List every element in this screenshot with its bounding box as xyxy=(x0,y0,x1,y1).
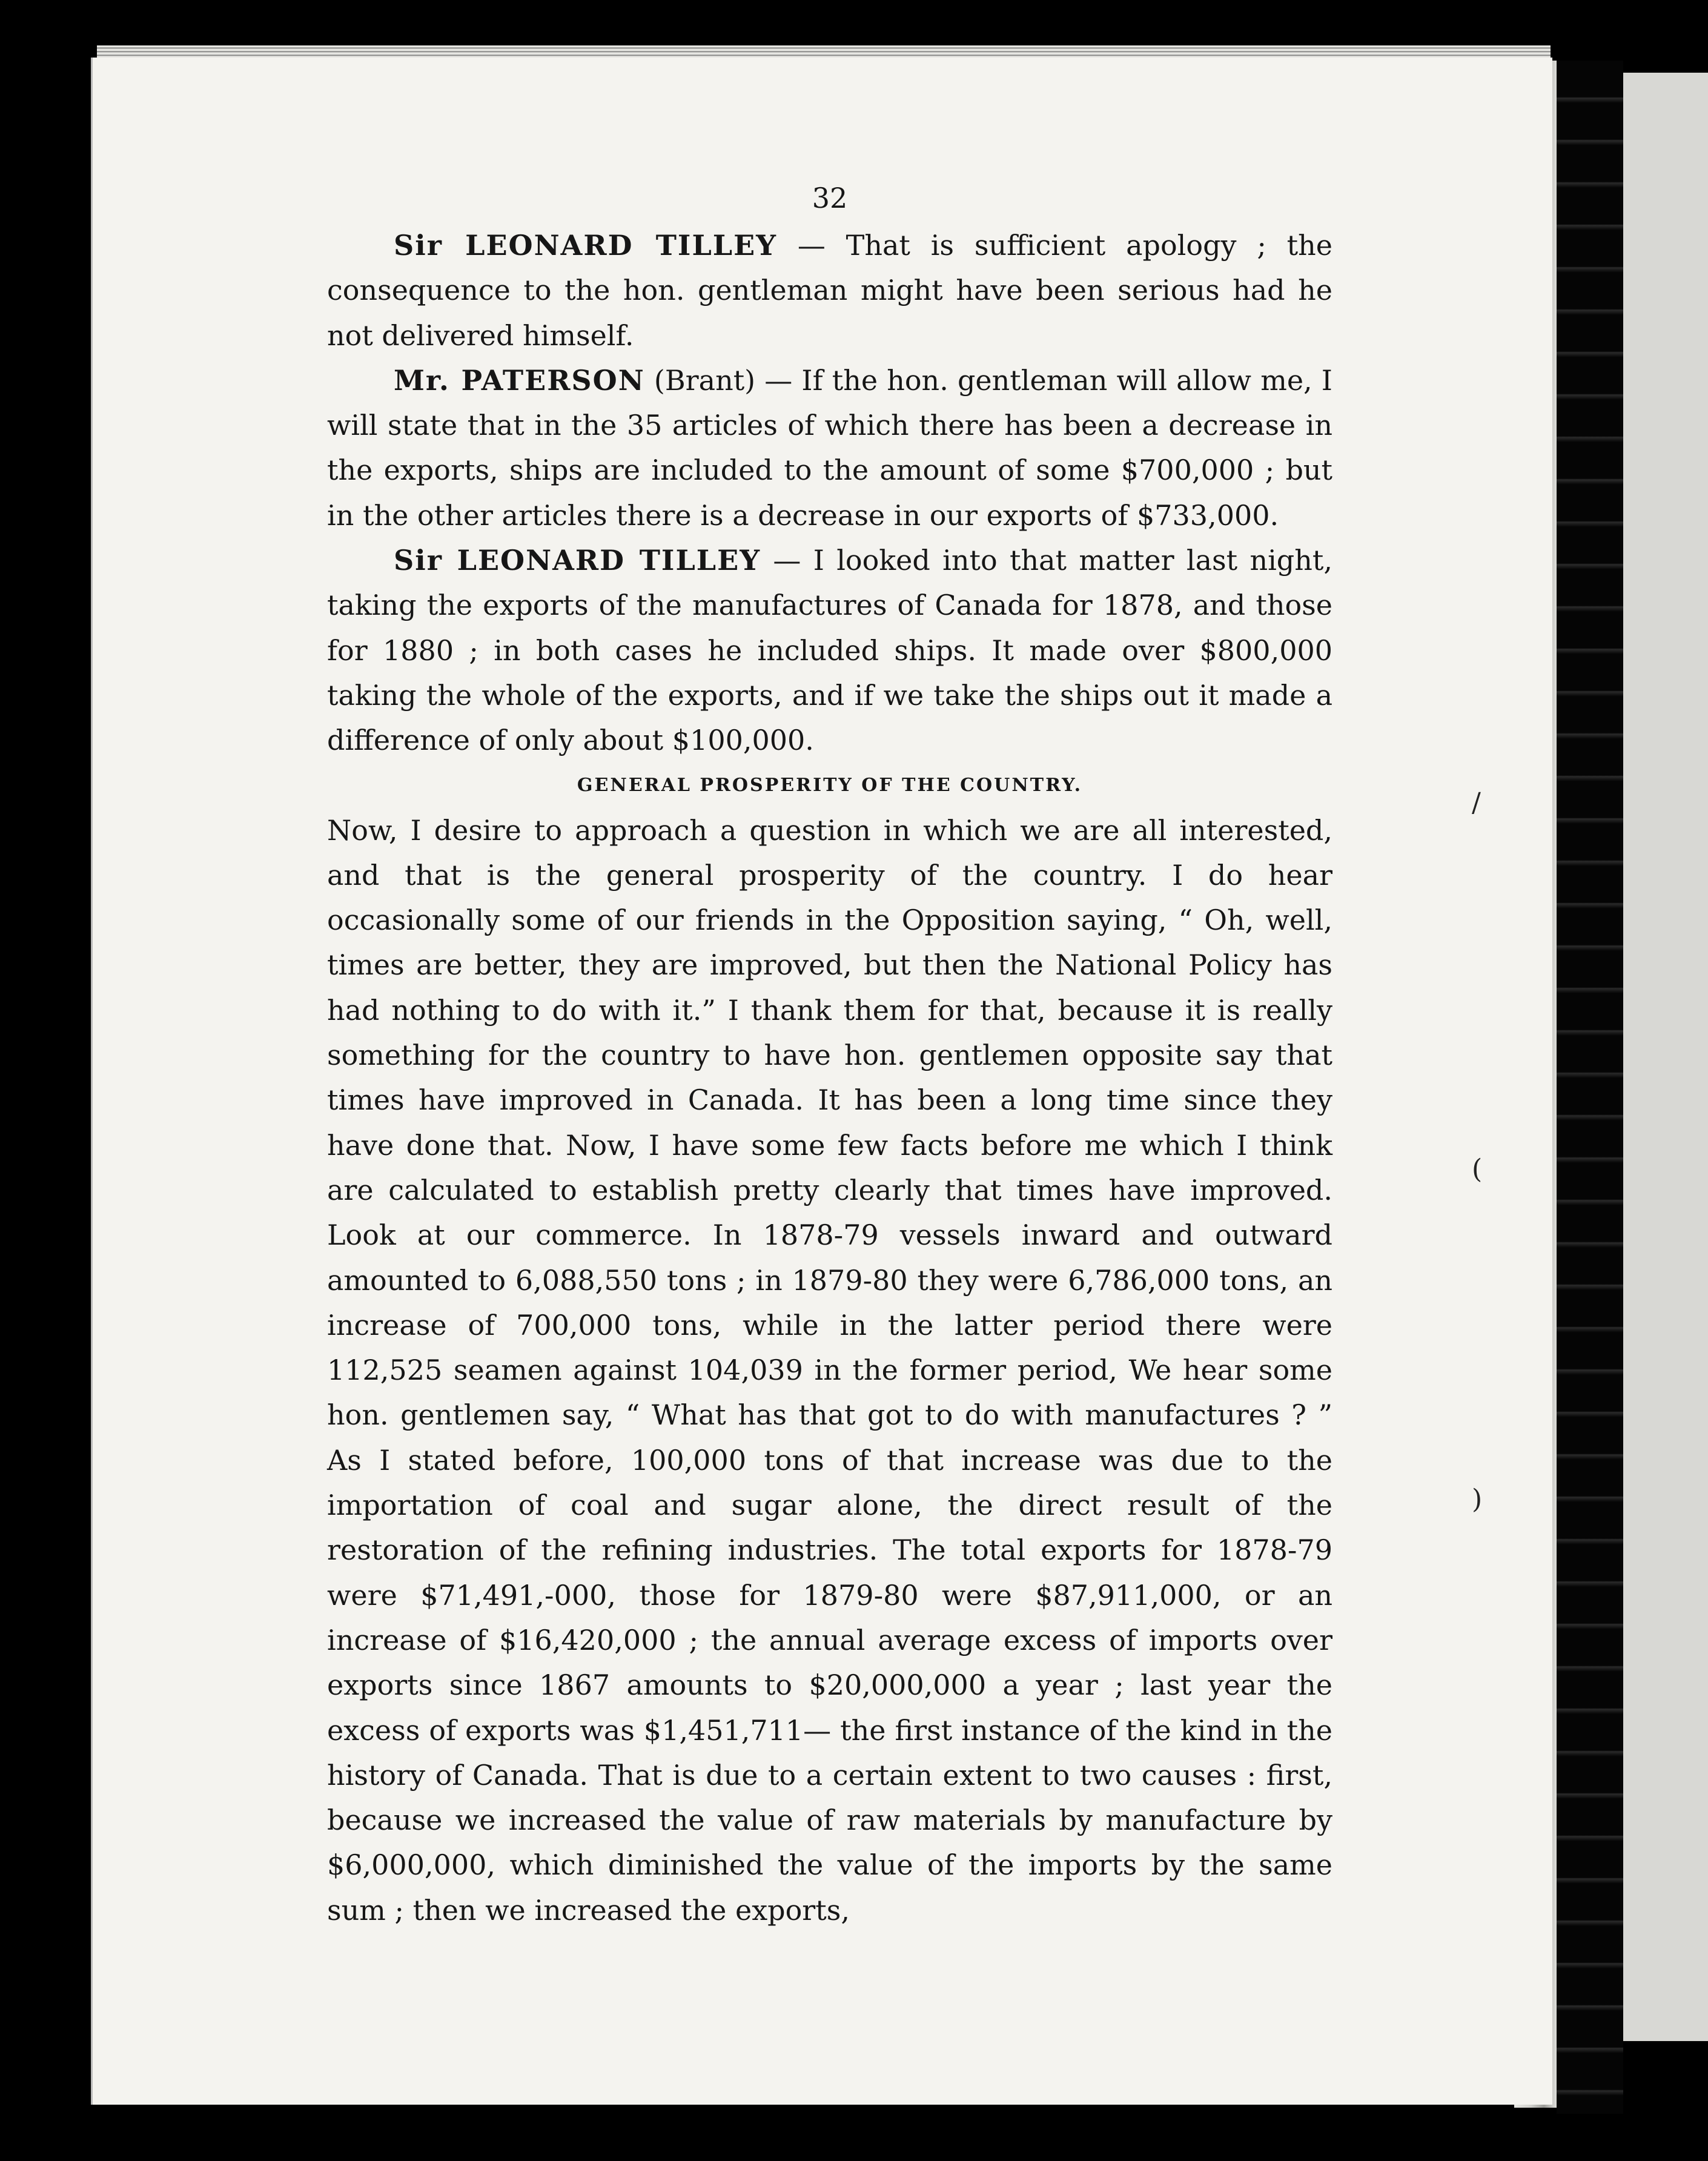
paragraph xyxy=(327,223,1332,358)
page-number: 32 xyxy=(812,182,848,214)
margin-mark: ) xyxy=(1472,1484,1483,1515)
paragraph-text: — That is sufficient apology ; the consequence to the hon. gentleman might have been serious had he not delivered himself. xyxy=(327,229,1332,352)
speaker-name: Sir LEONARD TILLEY xyxy=(394,544,761,577)
paragraph-text: (Brant) — If the hon. gentleman will allow me, I will state that in the 35 articles of which there has been a decrease in the exports, ships are included to the amount of some $700,000 ; but in the other articles there is a decrease in our exports of $733,000. xyxy=(327,363,1332,532)
section-heading: GENERAL PROSPERITY OF THE COUNTRY. xyxy=(577,774,1083,796)
speaker-name: Mr. PATERSON xyxy=(394,363,645,397)
paragraph-text: — I looked into that matter last night, taking the exports of the manufactures of Canada for 1878, and those for 1880 ; in both cases he included ships. It made over $800,000 taking the whole of the exports, and if we take the ships out it made a difference of only about $100,000. xyxy=(327,544,1332,757)
paragraph xyxy=(327,538,1332,763)
margin-mark: / xyxy=(1472,787,1481,818)
margin-mark: ( xyxy=(1472,1154,1483,1185)
book-spine xyxy=(1557,61,1623,2114)
page-text xyxy=(327,176,1332,1933)
paragraph xyxy=(327,358,1332,538)
speaker-name: Sir LEONARD TILLEY xyxy=(394,229,778,262)
section-body: Now, I desire to approach a question in which we are all interested, and that is the general prosperity of the country. I do hear occasionally some of our friends in the Opposition saying, “ Oh, well, times are better, they are improved, but then the National Policy has had nothing to do with it.” I thank them for that, because it is really something for the country to have hon. gentlemen opposite say that times have improved in Canada. It has been a long time since they have done that. Now, I have some few facts before me which I think are calculated to establish pretty clearly that times have improved. Look at our commerce. In 1878-79 vessels inward and outward amounted to 6,088,550 tons ; in 1879-80 they were 6,786,000 tons, an increase of 700,000 tons, while in the latter period there were 112,525 seamen against 104,039 in the former period, We hear some hon. gentlemen say, “ What has that got to do with manufactures ? ” As I stated before, 100,000 tons of that increase was due to the importation of coal and sugar alone, the direct result of the restoration of the refining industries. The total exports for 1878-79 were $71,491,-000, those for 1879-80 were $87,911,000, or an increase of $16,420,000 ; the annual average excess of imports over exports since 1867 amounts to $20,000,000 a year ; last year the excess of exports was $1,451,711— the first instance of the kind in the history of Canada. That is due to a certain extent to two causes : first, because we increased the value of raw materials by manufacture by $6,000,000, which diminished the value of the imports by the same sum ; then we increased the exports, xyxy=(327,813,1332,1927)
